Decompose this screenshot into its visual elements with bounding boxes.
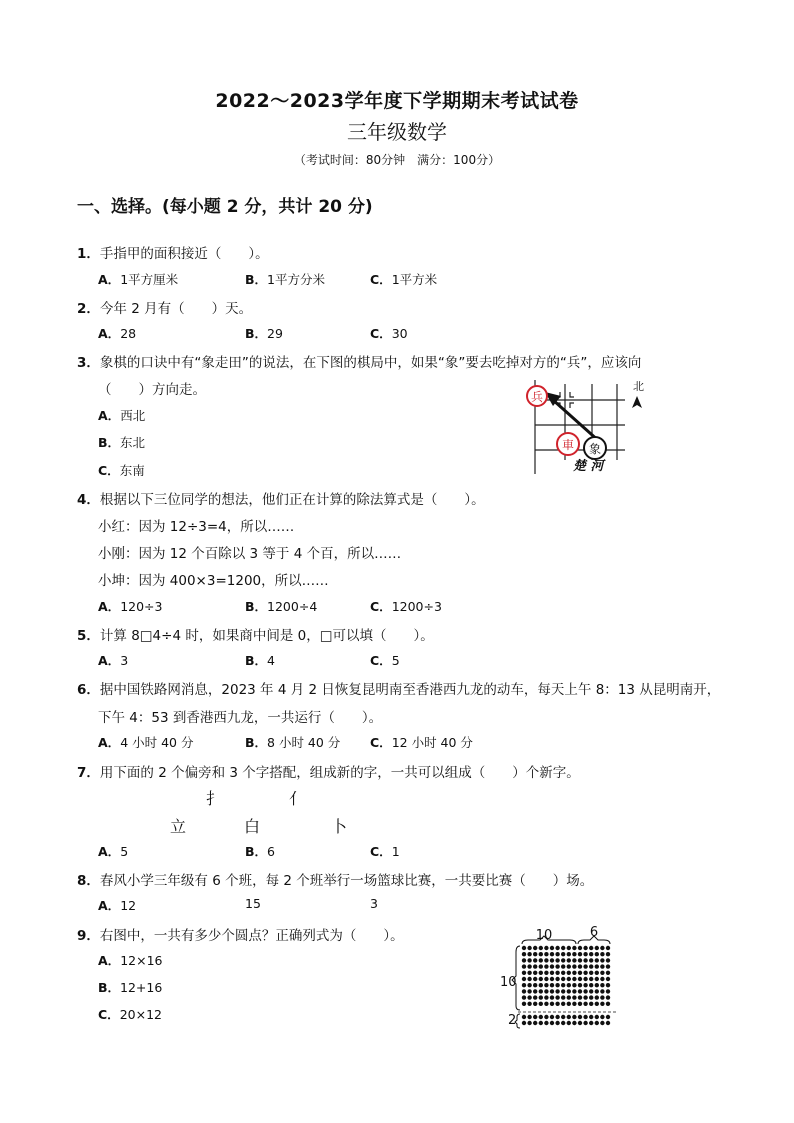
north-label: 北 <box>633 380 644 393</box>
dot <box>567 1021 571 1025</box>
dot <box>595 958 599 962</box>
dot <box>567 989 571 993</box>
dot <box>527 971 531 975</box>
dot <box>595 995 599 999</box>
radical-person: 亻 <box>289 789 306 808</box>
dot <box>578 971 582 975</box>
dot <box>583 1015 587 1019</box>
dot <box>589 952 593 956</box>
dot <box>583 958 587 962</box>
option-b: B．4 <box>245 653 275 668</box>
dot <box>600 952 604 956</box>
dot <box>606 952 610 956</box>
che-label: 車 <box>561 438 575 452</box>
dot <box>555 983 559 987</box>
north-arrow-icon <box>632 396 642 408</box>
dot <box>567 977 571 981</box>
dot <box>539 1015 543 1019</box>
question-5: 5．计算 8□4÷4 时，如果商中间是 0，□可以填（ ）。 <box>77 628 434 644</box>
question-6: 6．据中国铁路网消息，2023 年 4 月 2 日恢复昆明南至香港西九龙的动车，每天上午 8：13 从昆明南开， <box>77 682 721 698</box>
dot <box>600 1015 604 1019</box>
question-4-line: 小刚：因为 12 个百除以 3 等于 4 个百，所以…… <box>98 546 402 562</box>
dot <box>550 995 554 999</box>
option-b: B．8 小时 40 分 <box>245 735 341 750</box>
dot <box>522 977 526 981</box>
dot <box>555 971 559 975</box>
dot <box>606 964 610 968</box>
dot <box>539 989 543 993</box>
dot <box>606 1002 610 1006</box>
dot <box>555 977 559 981</box>
label-top-right: 6 <box>589 925 599 940</box>
option-a: A．4 小时 40 分 <box>98 735 194 750</box>
question-6-line2: 下午 4：53 到香港西九龙，一共运行（ ）。 <box>98 710 383 726</box>
dot <box>544 971 548 975</box>
dot <box>606 958 610 962</box>
question-4-line: 小坤：因为 400×3=1200，所以…… <box>98 573 329 589</box>
dot <box>539 1021 543 1025</box>
dot <box>550 952 554 956</box>
option-c: 3 <box>370 896 378 911</box>
dot <box>600 995 604 999</box>
dot <box>533 989 537 993</box>
question-text: 手指甲的面积接近（ ）。 <box>99 246 269 262</box>
dot <box>533 952 537 956</box>
question-3: 3．象棋的口诀中有“象走田”的说法，在下图的棋局中，如果“象”要去吃掉对方的“兵”，应该向 <box>77 355 642 371</box>
dot <box>600 946 604 950</box>
dot <box>572 983 576 987</box>
option-b: B．6 <box>245 844 275 859</box>
dot <box>606 989 610 993</box>
dot <box>578 995 582 999</box>
dot <box>533 1015 537 1019</box>
dot <box>583 983 587 987</box>
dot <box>578 1015 582 1019</box>
dot <box>561 1021 565 1025</box>
dot <box>583 1021 587 1025</box>
dot <box>572 1021 576 1025</box>
option-a: A．5 <box>98 844 129 859</box>
dot <box>561 1015 565 1019</box>
dot <box>544 958 548 962</box>
exam-title: 2022～2023学年度下学期期末考试试卷 <box>215 90 579 112</box>
dot <box>522 1021 526 1025</box>
question-3-line2: （ ）方向走。 <box>98 382 206 398</box>
question-1 <box>77 242 269 262</box>
option-b: 15 <box>245 896 261 911</box>
dot <box>567 971 571 975</box>
dot <box>544 1002 548 1006</box>
option-b: B．29 <box>245 326 283 341</box>
dot <box>522 989 526 993</box>
dot <box>583 952 587 956</box>
dot <box>583 946 587 950</box>
dot <box>589 989 593 993</box>
dot <box>550 977 554 981</box>
dot <box>583 995 587 999</box>
dot <box>600 1021 604 1025</box>
section-heading: 一、选择。(每小题 2 分，共计 20 分) <box>77 197 373 217</box>
dot <box>606 977 610 981</box>
dot <box>550 946 554 950</box>
dot <box>533 995 537 999</box>
dot <box>567 952 571 956</box>
dot <box>561 958 565 962</box>
dot <box>578 964 582 968</box>
dot <box>589 1015 593 1019</box>
option-a: A．28 <box>98 326 137 341</box>
dot <box>567 1015 571 1019</box>
dot <box>572 977 576 981</box>
dot <box>578 952 582 956</box>
dot <box>539 958 543 962</box>
dot <box>589 1021 593 1025</box>
dot <box>555 946 559 950</box>
dot <box>600 977 604 981</box>
dot <box>589 971 593 975</box>
dot <box>522 946 526 950</box>
question-9: 9．右图中，一共有多少个圆点？正确列式为（ ）。 <box>77 928 404 944</box>
dot <box>572 995 576 999</box>
dot <box>539 977 543 981</box>
dot <box>555 958 559 962</box>
dot <box>572 958 576 962</box>
dot <box>555 952 559 956</box>
dot <box>555 995 559 999</box>
dot <box>550 1015 554 1019</box>
dot <box>589 977 593 981</box>
dot <box>595 952 599 956</box>
river-label: 楚 河 <box>573 459 604 474</box>
option-c: C．30 <box>370 326 408 341</box>
dot <box>589 946 593 950</box>
dot <box>561 977 565 981</box>
dot <box>522 983 526 987</box>
dot <box>550 958 554 962</box>
dot <box>555 964 559 968</box>
dot-array-figure <box>498 920 626 1032</box>
dot <box>544 983 548 987</box>
dot <box>567 983 571 987</box>
dot <box>595 977 599 981</box>
label-left-bottom: 2 <box>508 1013 517 1028</box>
question-8: 8．春风小学三年级有 6 个班，每 2 个班举行一场篮球比赛，一共要比赛（ ）场。 <box>77 873 594 889</box>
question-2: 2．今年 2 月有（ ）天。 <box>77 301 253 317</box>
dot <box>595 946 599 950</box>
dot <box>533 964 537 968</box>
label-top-left: 10 <box>535 928 553 943</box>
dot <box>527 995 531 999</box>
dot <box>527 1015 531 1019</box>
dot <box>561 983 565 987</box>
dot <box>539 946 543 950</box>
option-b: B．12+16 <box>98 980 163 995</box>
question-4-line: 小红：因为 12÷3=4，所以…… <box>98 519 295 535</box>
dot <box>600 1002 604 1006</box>
option-c: C．1200÷3 <box>370 599 442 614</box>
dot <box>522 964 526 968</box>
dot <box>606 971 610 975</box>
dot <box>522 1002 526 1006</box>
dot <box>572 989 576 993</box>
dot <box>595 1015 599 1019</box>
xiang-label: 象 <box>588 442 602 456</box>
dot <box>533 977 537 981</box>
dot <box>550 1002 554 1006</box>
dot <box>555 989 559 993</box>
option-a: A．西北 <box>98 408 146 423</box>
dot <box>522 952 526 956</box>
dot <box>567 995 571 999</box>
dot <box>595 983 599 987</box>
dot <box>527 952 531 956</box>
dot <box>544 977 548 981</box>
dot <box>522 958 526 962</box>
dot <box>527 1021 531 1025</box>
dot <box>550 983 554 987</box>
dot <box>533 958 537 962</box>
option-b: B．东北 <box>98 435 146 450</box>
option-a: A．120÷3 <box>98 599 163 614</box>
dot <box>606 983 610 987</box>
dot <box>555 1015 559 1019</box>
dot <box>527 946 531 950</box>
option-c: C．东南 <box>98 463 145 478</box>
dot <box>583 964 587 968</box>
option-c: C．5 <box>370 653 400 668</box>
dot <box>572 1002 576 1006</box>
dot <box>561 989 565 993</box>
dot <box>522 995 526 999</box>
option-c: C．1 <box>370 844 400 859</box>
dot <box>595 989 599 993</box>
dot <box>561 1002 565 1006</box>
dot <box>561 946 565 950</box>
exam-subject: 三年级数学 <box>347 120 447 144</box>
dot <box>595 1021 599 1025</box>
dot <box>578 946 582 950</box>
bing-label: 兵 <box>530 390 544 404</box>
dot <box>578 989 582 993</box>
option-c: C．20×12 <box>98 1007 162 1022</box>
option-b: B．1200÷4 <box>245 599 318 614</box>
dot <box>600 971 604 975</box>
dot <box>527 958 531 962</box>
option-a: A．12×16 <box>98 953 163 968</box>
dot <box>555 1002 559 1006</box>
dot <box>589 964 593 968</box>
dot <box>600 964 604 968</box>
dot <box>533 1021 537 1025</box>
dot <box>544 1021 548 1025</box>
option-b: B．1平方分米 <box>245 272 325 287</box>
dot <box>550 964 554 968</box>
radical-hand: 扌 <box>206 789 223 808</box>
dot-grid <box>522 946 610 1025</box>
question-4: 4．根据以下三位同学的想法，他们正在计算的除法算式是（ ）。 <box>77 492 485 508</box>
dot <box>578 977 582 981</box>
dot <box>572 952 576 956</box>
dot <box>595 964 599 968</box>
dot <box>539 971 543 975</box>
dot <box>595 971 599 975</box>
dot <box>533 1002 537 1006</box>
option-c: C．12 小时 40 分 <box>370 735 473 750</box>
dot <box>550 971 554 975</box>
chess-board-figure <box>515 378 665 478</box>
question-number: 1． <box>77 246 100 262</box>
label-left-top: 10 <box>500 975 517 990</box>
dot <box>572 964 576 968</box>
dot <box>589 958 593 962</box>
dot <box>561 971 565 975</box>
dot <box>527 977 531 981</box>
char-li: 立 <box>170 817 187 836</box>
dot <box>600 989 604 993</box>
dot <box>522 1015 526 1019</box>
dot <box>544 995 548 999</box>
char-bu: 卜 <box>331 817 348 836</box>
dot <box>544 964 548 968</box>
dot <box>527 989 531 993</box>
option-a: A．3 <box>98 653 129 668</box>
dot <box>539 964 543 968</box>
question-7: 7．用下面的 2 个偏旁和 3 个字搭配，组成新的字，一共可以组成（ ）个新字。 <box>77 765 580 781</box>
dot <box>572 946 576 950</box>
char-bai: 白 <box>244 817 261 836</box>
option-a: A．1平方厘米 <box>98 272 179 287</box>
dot <box>567 958 571 962</box>
dot <box>606 1021 610 1025</box>
dot <box>578 958 582 962</box>
dot <box>527 964 531 968</box>
dot <box>539 1002 543 1006</box>
dot <box>583 989 587 993</box>
dot <box>539 995 543 999</box>
dot <box>533 971 537 975</box>
option-a: A．12 <box>98 898 137 913</box>
dot <box>583 1002 587 1006</box>
dot <box>578 1021 582 1025</box>
dot <box>527 983 531 987</box>
dot <box>555 1021 559 1025</box>
dot <box>561 995 565 999</box>
dot <box>567 964 571 968</box>
dot <box>589 983 593 987</box>
dot <box>544 946 548 950</box>
option-c: C．1平方米 <box>370 272 438 287</box>
dot <box>544 1015 548 1019</box>
dot <box>533 983 537 987</box>
dot <box>550 1021 554 1025</box>
dot <box>595 1002 599 1006</box>
dot <box>561 964 565 968</box>
dot <box>544 989 548 993</box>
dot <box>527 1002 531 1006</box>
dot <box>550 989 554 993</box>
dot <box>561 952 565 956</box>
dot <box>544 952 548 956</box>
dot <box>539 983 543 987</box>
dot <box>606 1015 610 1019</box>
dot <box>572 971 576 975</box>
dot <box>539 952 543 956</box>
dot <box>606 946 610 950</box>
dot <box>567 1002 571 1006</box>
dot <box>589 1002 593 1006</box>
dot <box>578 983 582 987</box>
exam-info: （考试时间：80分钟 满分：100分） <box>293 153 501 167</box>
dot <box>533 946 537 950</box>
dot <box>567 946 571 950</box>
dot <box>578 1002 582 1006</box>
dot <box>600 983 604 987</box>
dot <box>522 971 526 975</box>
dot <box>583 977 587 981</box>
dot <box>600 958 604 962</box>
dot <box>606 995 610 999</box>
dot <box>572 1015 576 1019</box>
dot <box>583 971 587 975</box>
dot <box>589 995 593 999</box>
